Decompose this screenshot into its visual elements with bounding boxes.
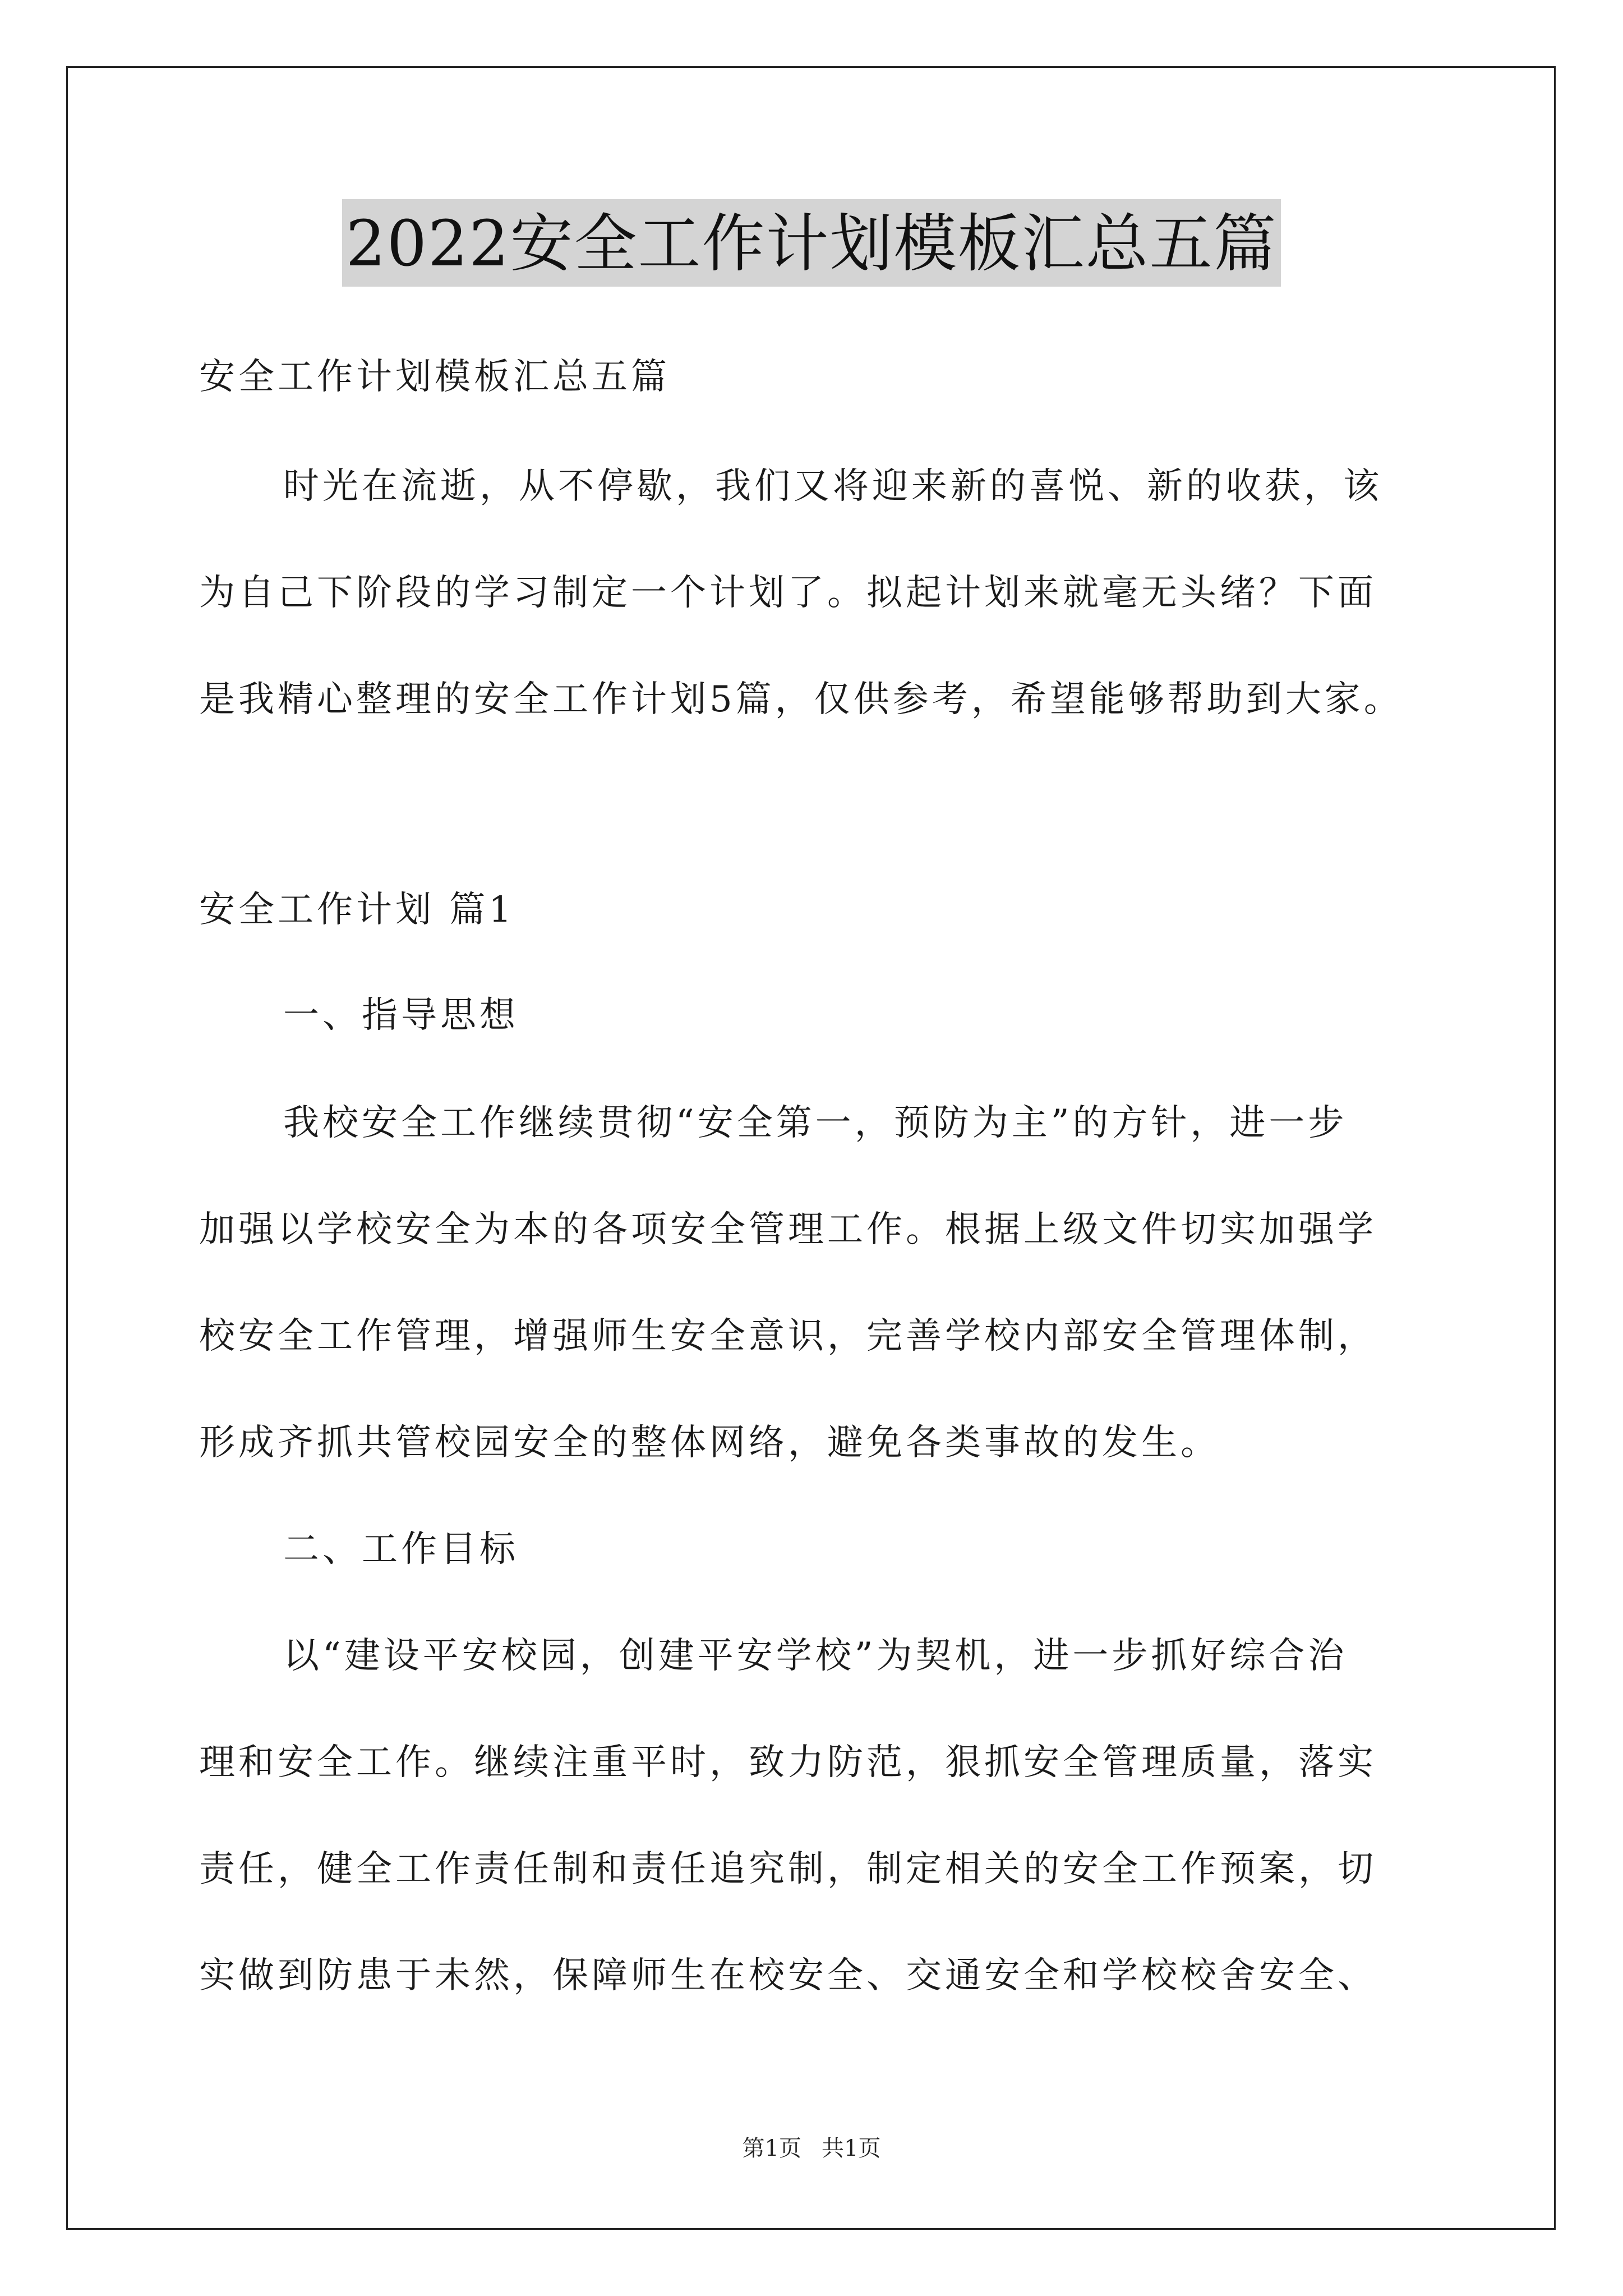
paragraph-line: 形成齐抓共管校园安全的整体网络，避免各类事故的发生。 [199, 1422, 1220, 1464]
paragraph-line: 以“建设平安校园，创建平安学校”为契机，进一步抓好综合治 [283, 1635, 1348, 1677]
paragraph-line: 实做到防患于未然，保障师生在校安全、交通安全和学校校舍安全、 [199, 1955, 1377, 1996]
page-total: 共1页 [822, 2136, 881, 2161]
subsection-heading: 一、指导思想 [283, 995, 519, 1036]
subsection-heading: 二、工作目标 [283, 1529, 519, 1570]
paragraph-line: 加强以学校安全为本的各项安全管理工作。根据上级文件切实加强学 [199, 1209, 1377, 1250]
paragraph-line: 是我精心整理的安全工作计划5篇，仅供参考，希望能够帮助到大家。 [199, 679, 1403, 720]
paragraph-line: 责任，健全工作责任制和责任追究制，制定相关的安全工作预案，切 [199, 1848, 1377, 1890]
paragraph-line: 时光在流逝，从不停歇，我们又将迎来新的喜悦、新的收获，该 [283, 466, 1382, 507]
section-heading: 安全工作计划 篇1 [199, 889, 515, 931]
page-footer [0, 2131, 1623, 2162]
subtitle-line: 安全工作计划模板汇总五篇 [199, 356, 670, 398]
document-title: 2022安全工作计划模板汇总五篇 [342, 199, 1280, 287]
paragraph-line: 校安全工作管理，增强师生安全意识，完善学校内部安全管理体制， [199, 1315, 1377, 1357]
paragraph-line: 理和安全工作。继续注重平时，致力防范，狠抓安全管理质量，落实 [199, 1742, 1377, 1783]
paragraph-line: 我校安全工作继续贯彻“安全第一，预防为主”的方针，进一步 [283, 1102, 1348, 1144]
page-number: 第1页 [742, 2136, 801, 2161]
paragraph-line: 为自己下阶段的学习制定一个计划了。拟起计划来就毫无头绪？下面 [199, 572, 1377, 614]
title-container [0, 199, 1623, 287]
